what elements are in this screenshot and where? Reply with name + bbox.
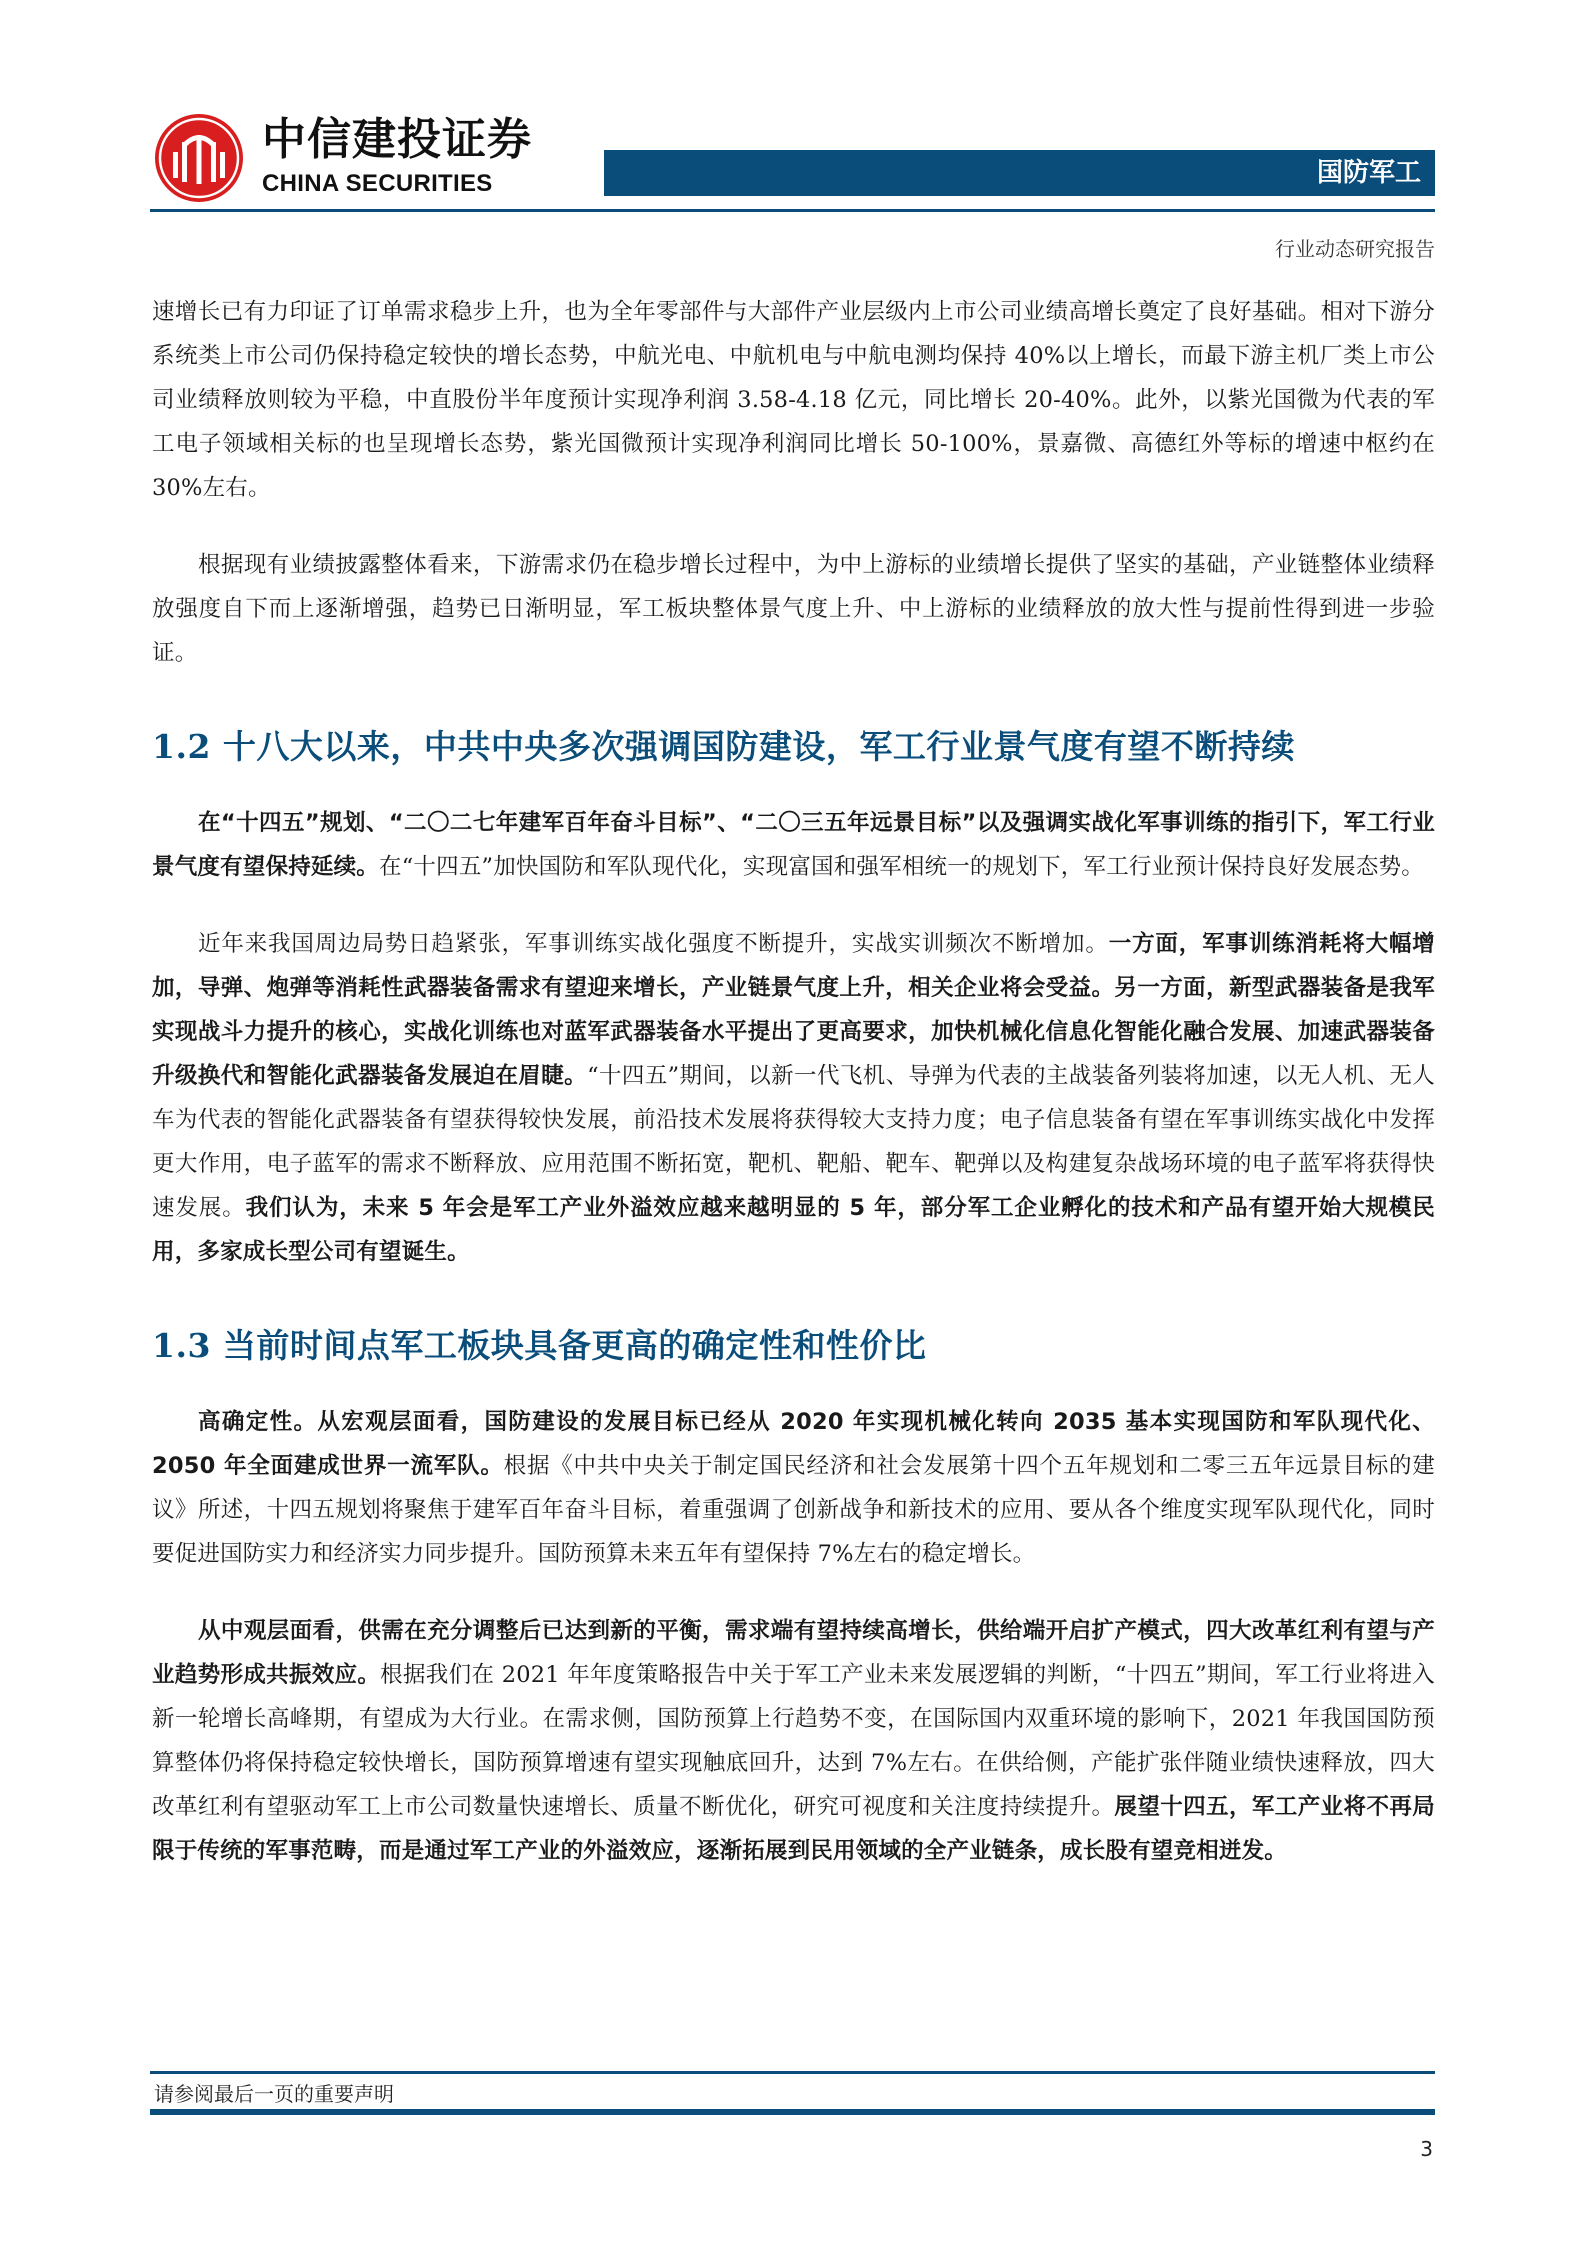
normal-text: “十四五”期间，以新一代飞机、导弹为代表的主战装备列装将加速，以无人机、无人车为代表的智能化武器装备有望获得较快发展，前沿技术发展将获得较大支持力度；电子信息装备有望在军事训练实战化中发挥更大作用，电子蓝军的需求不断释放、应用范围不断拓宽，靶机、靶船、靶车、靶弹以及构建复杂战场环境的电子蓝军将获得快速发展。 <box>152 1063 1435 1221</box>
sector-banner <box>604 150 1435 196</box>
report-body <box>152 290 1435 1873</box>
section-number: 1.3 <box>152 1326 211 1365</box>
paragraph-meso-level <box>152 1609 1435 1873</box>
paragraph-training-demand <box>152 922 1435 1274</box>
bold-text: 我们认为，未来 5 年会是军工产业外溢效应越来越明显的 5 年，部分军工企业孵化的技术和产品有望开始大规模民用，多家成长型公司有望诞生。 <box>152 1195 1435 1265</box>
footer-bar <box>150 2109 1435 2115</box>
paragraph-earnings-growth: 速增长已有力印证了订单需求稳步上升，也为全年零部件与大部件产业层级内上市公司业绩高增长奠定了良好基础。相对下游分系统类上市公司仍保持稳定较快的增长态势，中航光电、中航机电与中航电测均保持 40%以上增长，而最下游主机厂类上市公司业绩释放则较为平稳，中直股份半年度预计实现净利润 3.58-4.18 亿元，同比增长 20-40%。此外，以紫光国微为代表的军工电子领域相关标的也呈现增长态势，紫光国微预计实现净利润同比增长 50-100%，景嘉微、高德红外等标的增速中枢约在 30%左右。 <box>152 299 1435 501</box>
citic-logo-icon <box>153 112 245 204</box>
bold-text: 从中观层面看，供需在充分调整后已达到新的平衡，需求端有望持续高增长，供给端开启扩产模式，四大改革红利有望与产业趋势形成共振效应。 <box>152 1618 1435 1688</box>
brand-name-cn: 中信建投证券 <box>262 114 532 165</box>
footer-divider <box>150 2071 1435 2074</box>
paragraph-14th-plan <box>152 801 1435 889</box>
normal-text: 在“十四五”加快国防和军队现代化，实现富国和强军相统一的规划下，军工行业预计保持良好发展态势。 <box>379 854 1424 880</box>
report-type: 行业动态研究报告 <box>1275 237 1435 261</box>
section-heading-1-2 <box>152 725 1435 769</box>
bold-text: 一方面，军事训练消耗将大幅增加，导弹、炮弹等消耗性武器装备需求有望迎来增长，产业链景气度上升，相关企业将会受益。另一方面，新型武器装备是我军实现战斗力提升的核心，实战化训练也对蓝军武器装备水平提出了更高要求，加快机械化信息化智能化融合发展、加速武器装备升级换代和智能化武器装备发展迫在眉睫。 <box>152 931 1435 1089</box>
paragraph-high-certainty <box>152 1400 1435 1576</box>
bold-text: 高确定性。从宏观层面看，国防建设的发展目标已经从 2020 年实现机械化转向 2035 基本实现国防和军队现代化、2050 年全面建成世界一流军队。 <box>152 1409 1435 1479</box>
header-divider <box>150 209 1435 212</box>
normal-text: 近年来我国周边局势日趋紧张，军事训练实战化强度不断提升，实战实训频次不断增加。 <box>198 931 1109 957</box>
normal-text: 根据我们在 2021 年年度策略报告中关于军工产业未来发展逻辑的判断，“十四五”期间，军工行业将进入新一轮增长高峰期，有望成为大行业。在需求侧，国防预算上行趋势不变，在国际国内双重环境的影响下，2021 年我国国防预算整体仍将保持稳定较快增长，国防预算增速有望实现触底回升，达到 7%左右。在供给侧，产能扩张伴随业绩快速释放，四大改革红利有望驱动军工上市公司数量快速增长、质量不断优化，研究可视度和关注度持续提升。 <box>152 1662 1435 1820</box>
brand-name-en: CHINA SECURITIES <box>262 170 493 197</box>
bold-text: 在“十四五”规划、“二〇二七年建军百年奋斗目标”、“二〇三五年远景目标”以及强调实战化军事训练的指引下，军工行业景气度有望保持延续。 <box>152 810 1435 880</box>
section-number: 1.2 <box>152 727 211 766</box>
normal-text: 根据《中共中央关于制定国民经济和社会发展第十四个五年规划和二零三五年远景目标的建议》所述，十四五规划将聚焦于建军百年奋斗目标，着重强调了创新战争和新技术的应用、要从各个维度实现军队现代化，同时要促进国防实力和经济实力同步提升。国防预算未来五年有望保持 7%左右的稳定增长。 <box>152 1453 1435 1567</box>
section-title: 当前时间点军工板块具备更高的确定性和性价比 <box>222 1326 927 1365</box>
sector-label: 国防军工 <box>1316 158 1421 188</box>
paragraph-earnings-summary: 根据现有业绩披露整体看来，下游需求仍在稳步增长过程中，为中上游标的业绩增长提供了坚实的基础，产业链整体业绩释放强度自下而上逐渐增强，趋势已日渐明显，军工板块整体景气度上升、中上游标的业绩释放的放大性与提前性得到进一步验证。 <box>152 552 1435 666</box>
bold-text: 展望十四五，军工产业将不再局限于传统的军事范畴，而是通过军工产业的外溢效应，逐渐拓展到民用领域的全产业链条，成长股有望竞相迸发。 <box>152 1794 1435 1864</box>
disclaimer-note: 请参阅最后一页的重要声明 <box>154 2082 394 2106</box>
section-title: 十八大以来，中共中央多次强调国防建设，军工行业景气度有望不断持续 <box>222 727 1295 766</box>
section-heading-1-3 <box>152 1324 1435 1368</box>
page-number: 3 <box>1420 2137 1433 2161</box>
